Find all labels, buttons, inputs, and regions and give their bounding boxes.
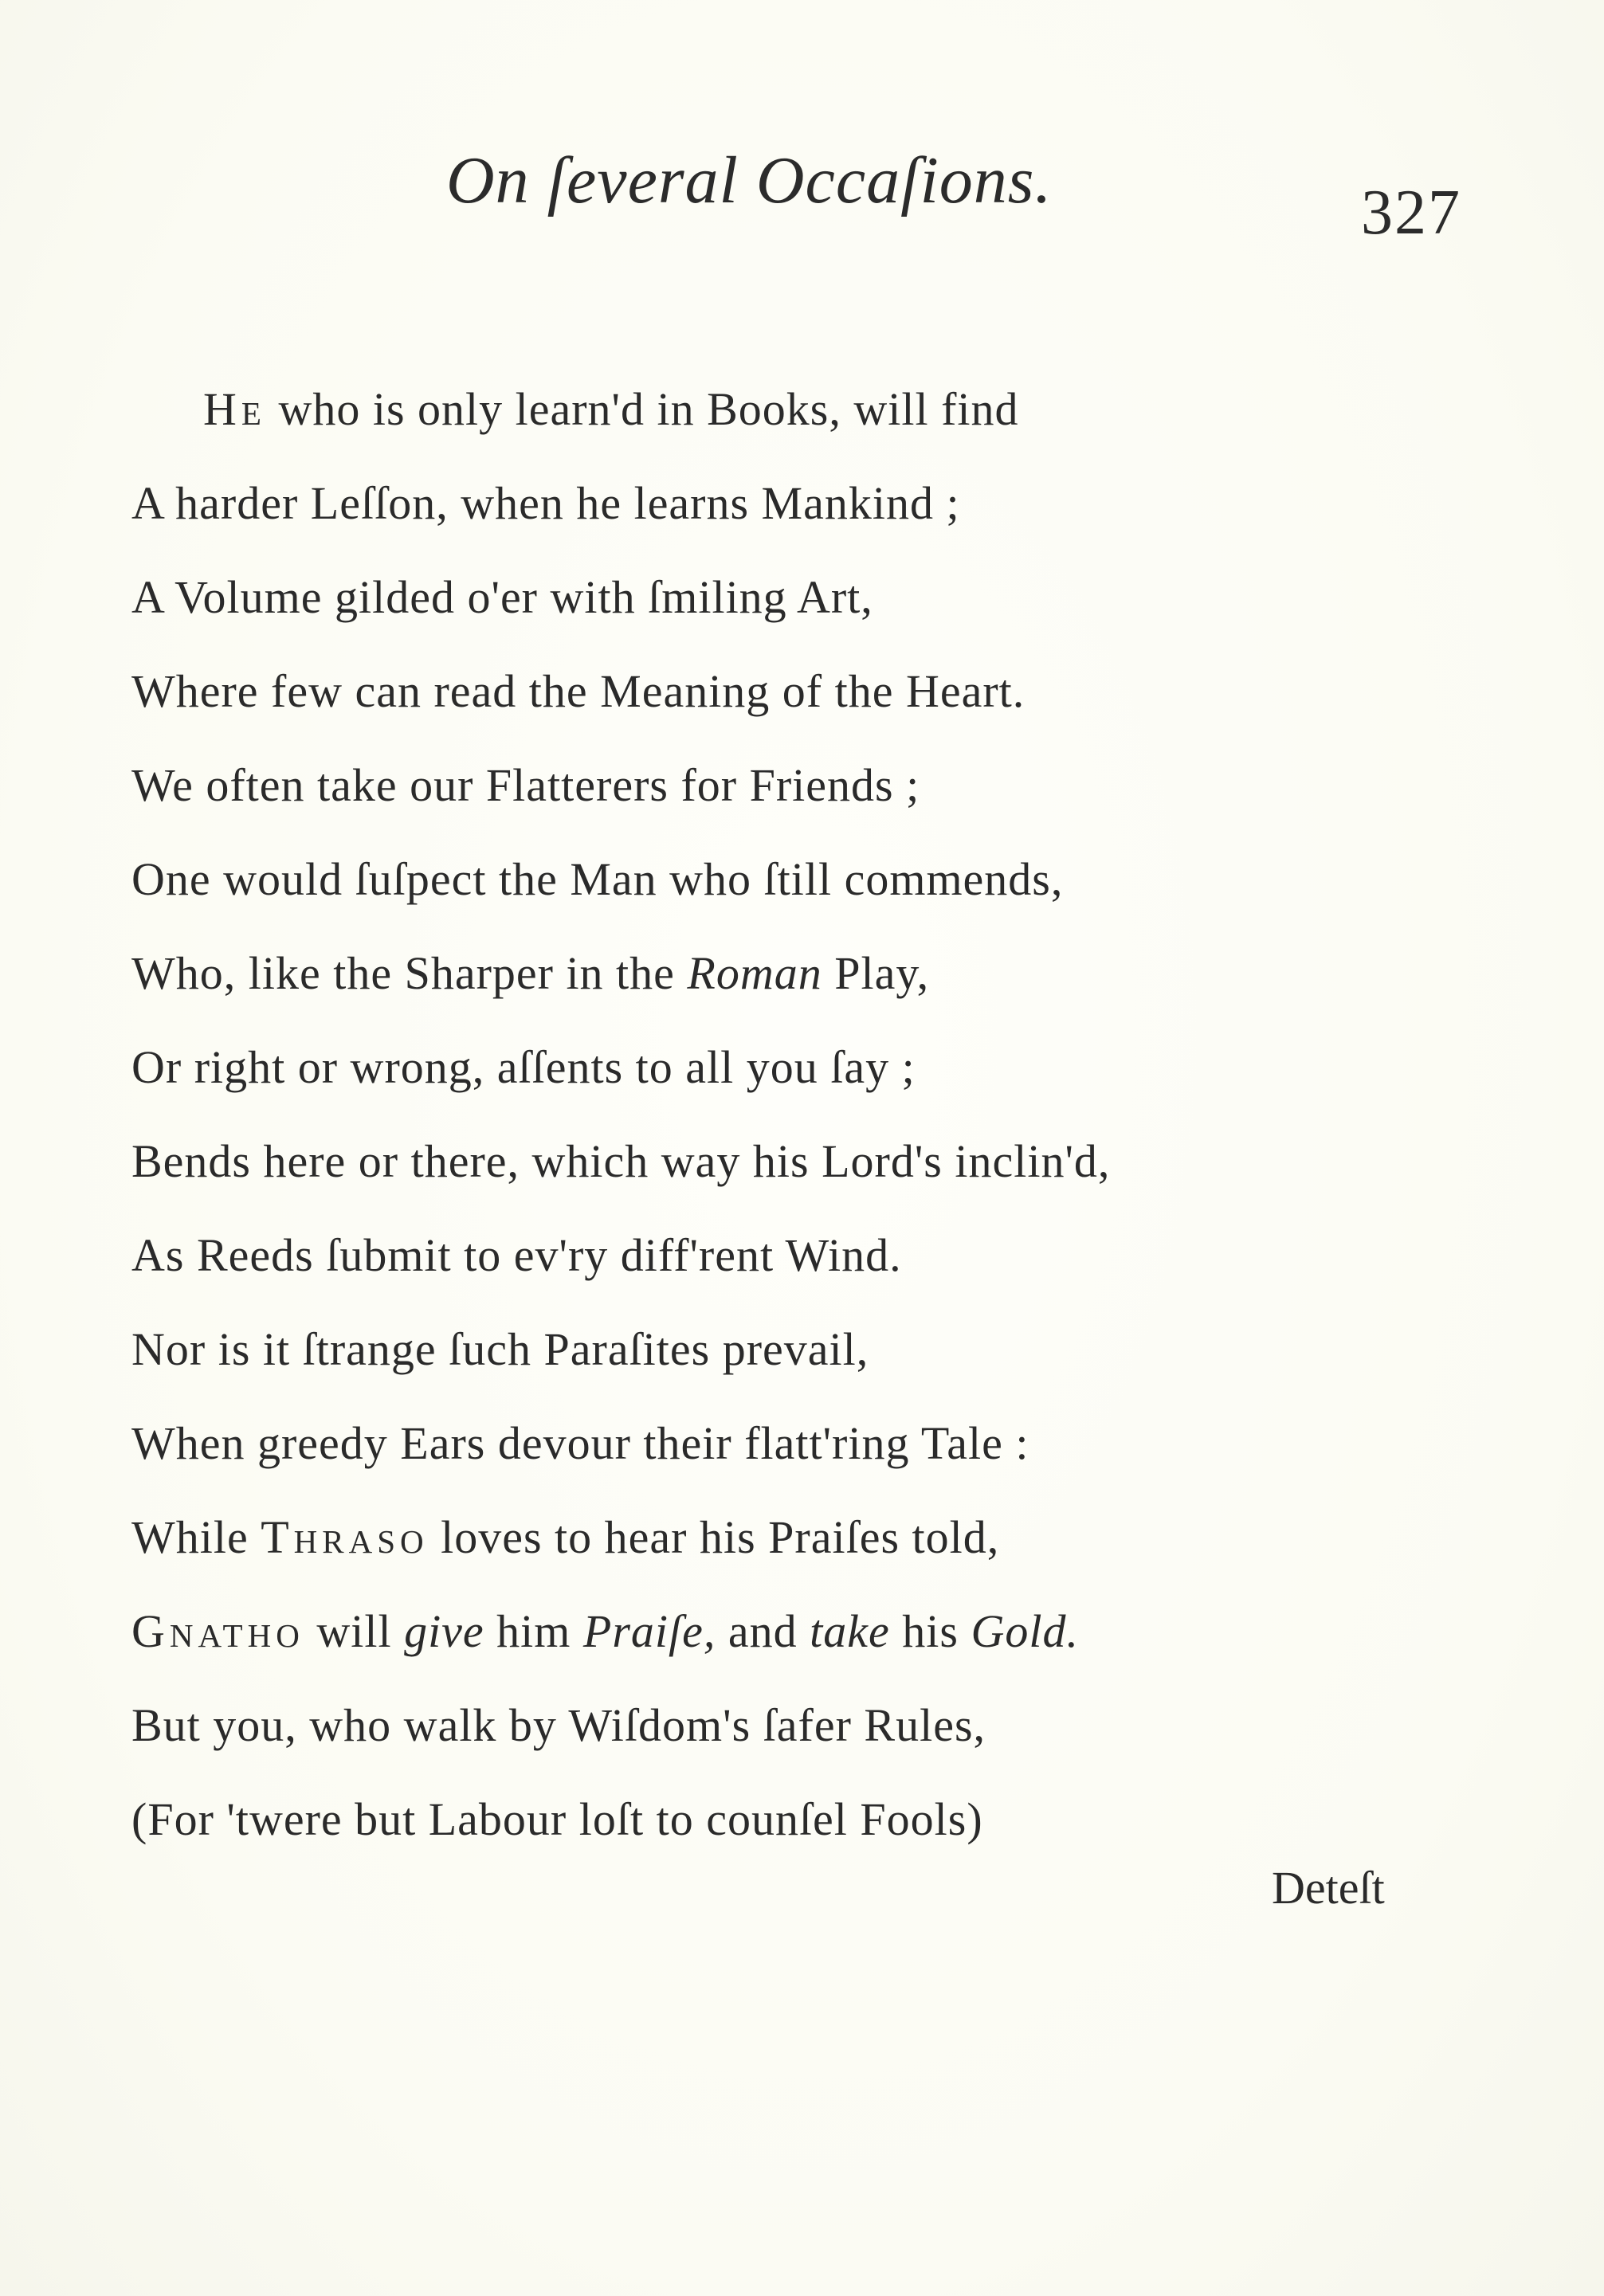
italic-word: Gold. — [971, 1605, 1079, 1657]
italic-word: give — [404, 1605, 484, 1657]
verse-line: Where few can read the Meaning of the Heart. — [131, 665, 1026, 717]
running-title: On ſeveral Occaſions. — [446, 143, 1053, 217]
page-number: 327 — [1361, 178, 1461, 248]
verse-line: But you, who walk by Wiſdom's ſafer Rules, — [131, 1699, 986, 1751]
verse-line — [131, 362, 1486, 456]
verse-line — [131, 927, 1486, 1021]
verse-text: Who, like the Sharper in the — [131, 947, 688, 999]
verse-text: While — [131, 1511, 261, 1563]
italic-word: take — [810, 1605, 890, 1657]
verse-line: Or right or wrong, aſſents to all you ſay ; — [131, 1041, 916, 1093]
verse-line: Bends here or there, which way his Lord's inclin'd, — [131, 1135, 1111, 1187]
poem-text — [131, 362, 1486, 1867]
verse-line: Nor is it ſtrange ſuch Paraſites prevail, — [131, 1323, 869, 1375]
character-name: Thraso — [261, 1511, 429, 1563]
verse-line: When greedy Ears devour their flatt'ring Tale : — [131, 1417, 1029, 1469]
verse-line: (For 'twere but Labour loſt to counſel Fools) — [131, 1793, 983, 1845]
italic-word: Praiſe, — [582, 1605, 716, 1657]
verse-text: and — [716, 1605, 810, 1657]
initial-word: He — [203, 383, 266, 435]
italic-word: Roman — [687, 947, 822, 999]
verse-text: will — [304, 1605, 405, 1657]
verse-line: A Volume gilded o'er with ſmiling Art, — [131, 571, 873, 623]
verse-line — [131, 1491, 1486, 1585]
verse-line: One would ſuſpect the Man who ſtill commends, — [131, 853, 1064, 905]
character-name: Gnatho — [131, 1605, 304, 1657]
verse-line — [131, 1585, 1486, 1679]
verse-text: him — [484, 1605, 583, 1657]
verse-text: loves to hear his Praiſes told, — [428, 1511, 1000, 1563]
verse-line: As Reeds ſubmit to ev'ry diff'rent Wind. — [131, 1229, 902, 1281]
verse-text: Play, — [822, 947, 930, 999]
catchword: Deteſt — [1272, 1862, 1385, 1914]
verse-line: We often take our Flatterers for Friends ; — [131, 759, 920, 811]
verse-text: who is only learn'd in Books, will find — [265, 383, 1019, 435]
verse-line: A harder Leſſon, when he learns Mankind ; — [131, 477, 960, 529]
verse-text: his — [889, 1605, 971, 1657]
